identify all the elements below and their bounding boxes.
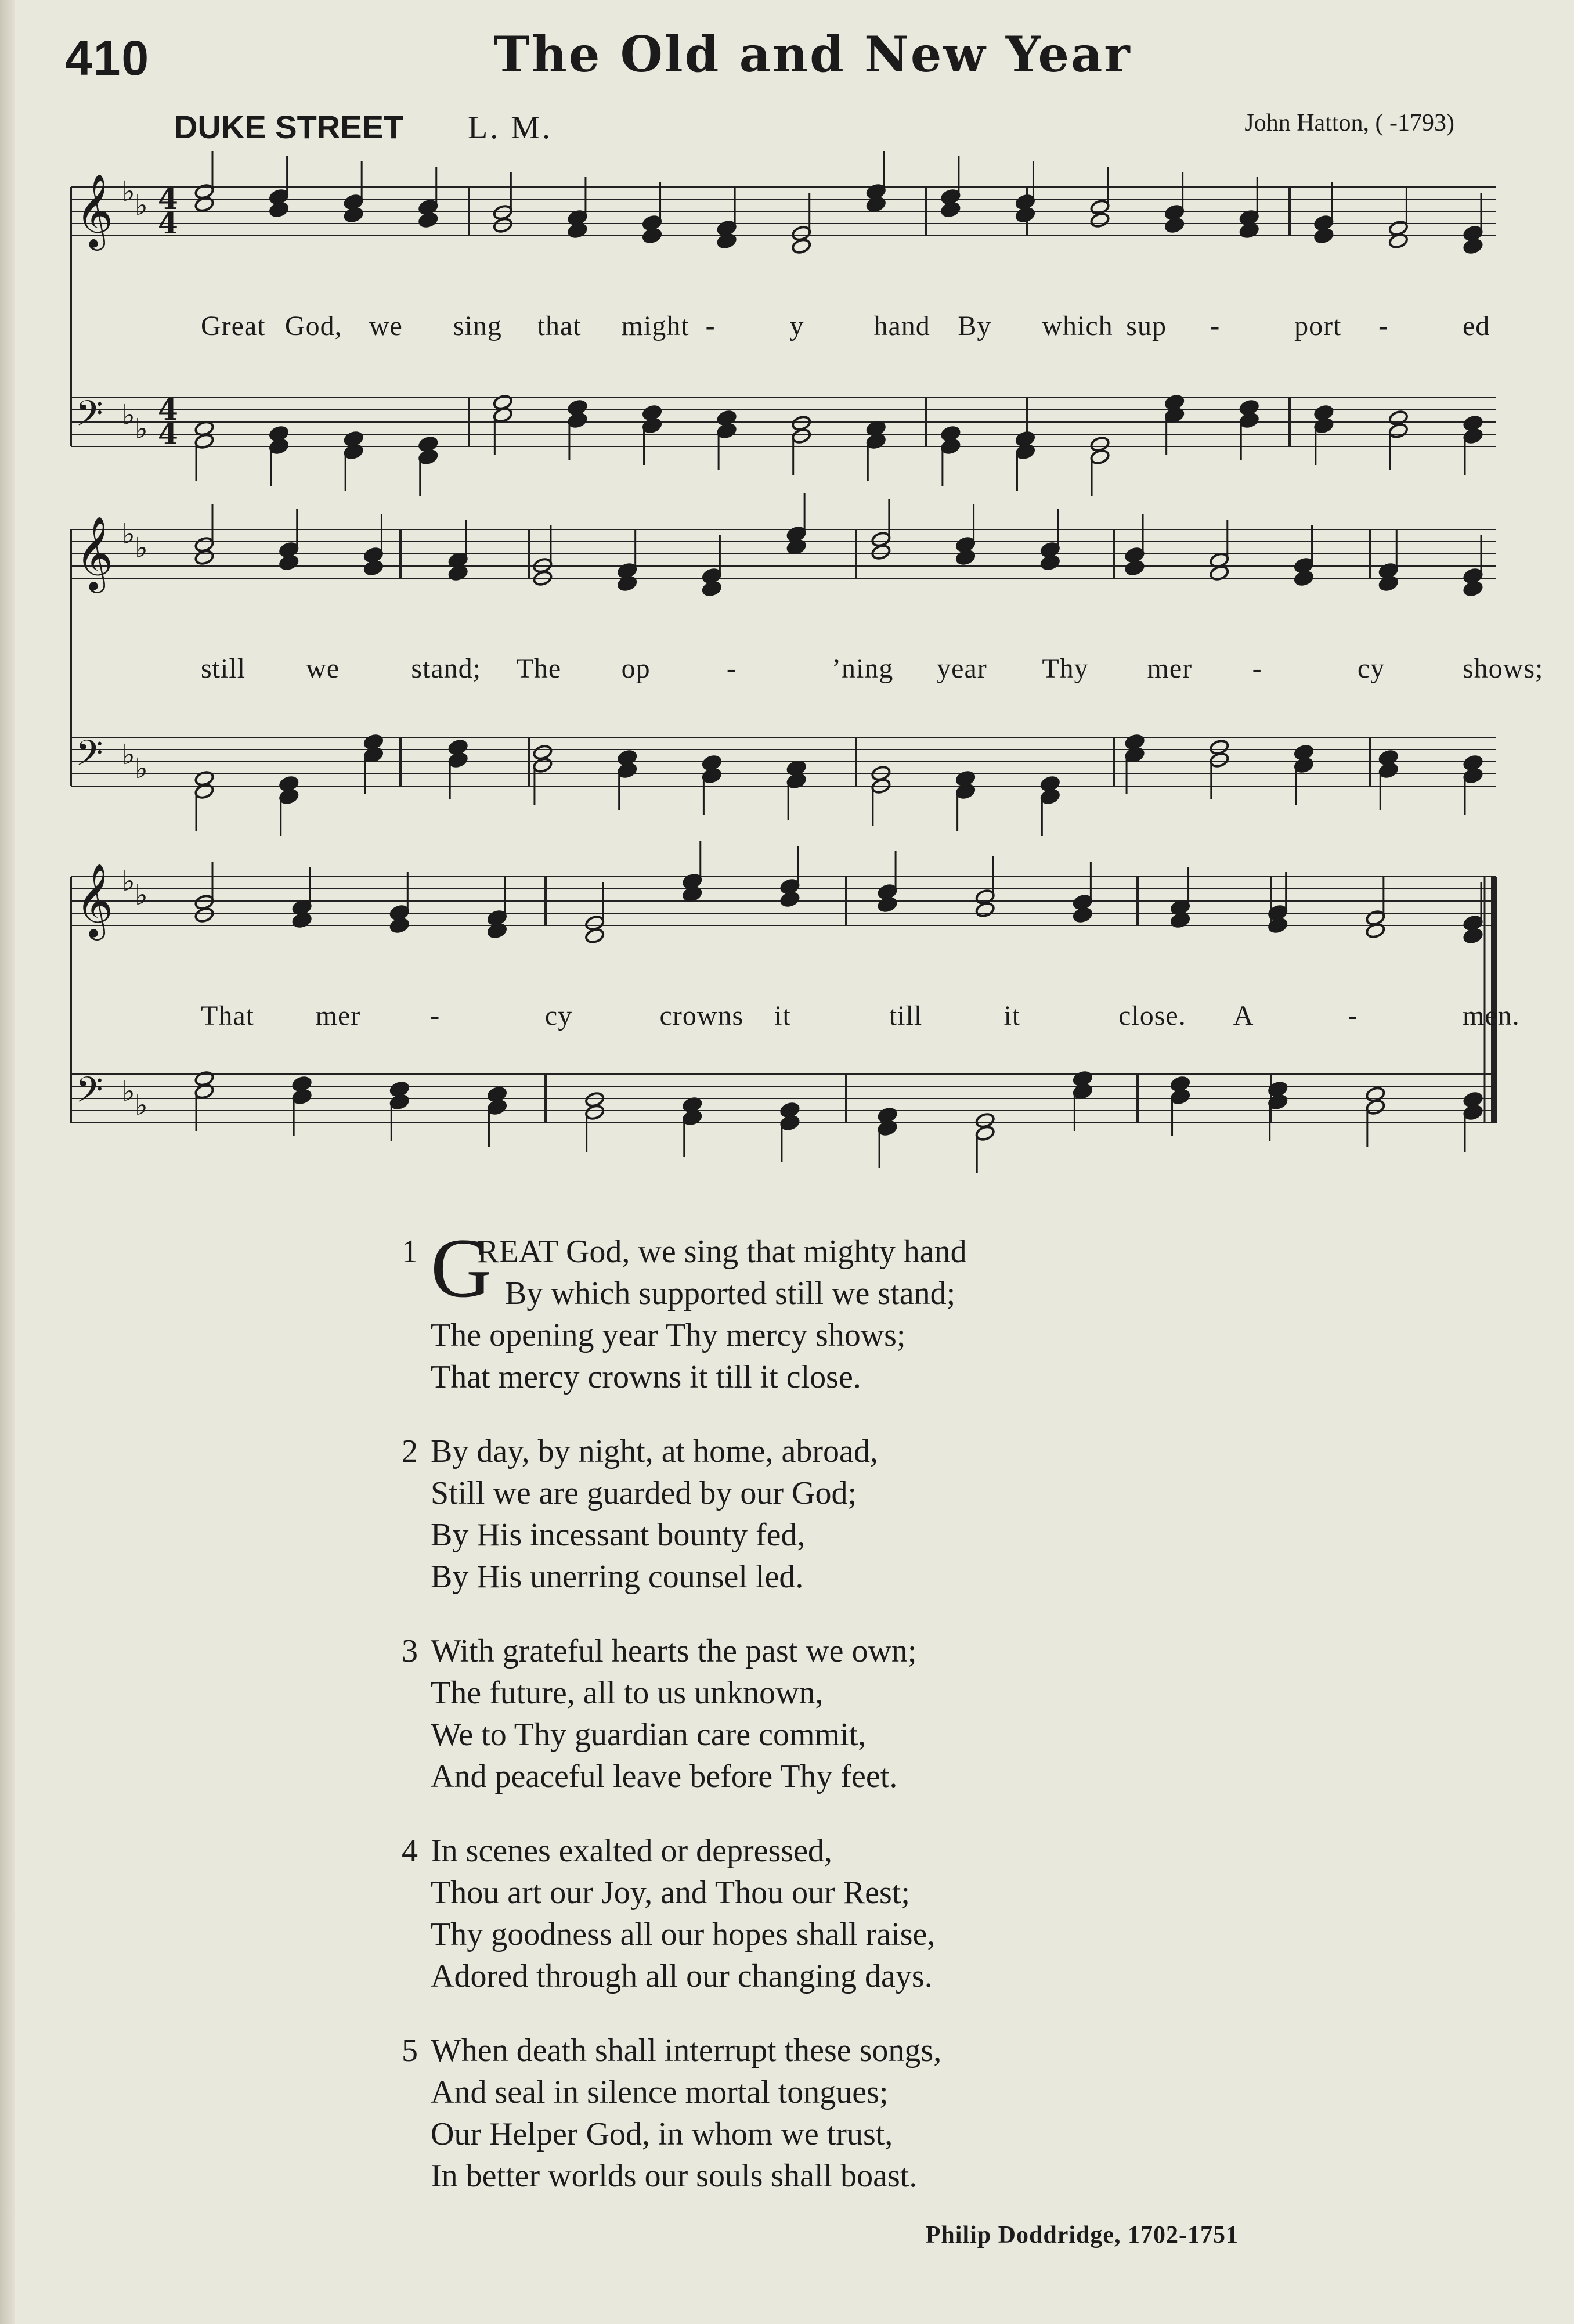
note-head xyxy=(1365,1098,1385,1115)
note-head xyxy=(617,762,637,779)
note-head xyxy=(1313,227,1334,244)
note-head xyxy=(779,1114,800,1131)
verse-line: And peaceful leave before Thy feet. xyxy=(431,1759,898,1795)
lyric-syllable: mer xyxy=(1147,653,1193,684)
note-head xyxy=(866,433,886,449)
bass-clef-icon: 𝄢 xyxy=(75,733,103,783)
note-head xyxy=(487,1098,507,1115)
verse-line: Our Helper God, in whom we trust, xyxy=(431,2116,893,2152)
note-head xyxy=(1388,232,1409,249)
note-head xyxy=(584,1104,605,1120)
lyric-syllable: which xyxy=(1042,311,1113,341)
lyric-syllable: it xyxy=(774,1000,791,1031)
lyric-syllable: A xyxy=(1233,1000,1254,1031)
note-head xyxy=(194,783,214,799)
note-head xyxy=(866,196,886,212)
note-head xyxy=(1040,554,1060,571)
verse-number: 3 xyxy=(402,1633,418,1669)
note-head xyxy=(1164,217,1185,233)
verse-1 xyxy=(395,1221,1265,1398)
time-signature: 4 xyxy=(158,206,178,240)
note-head xyxy=(292,1088,312,1105)
flat-icon: ♭ xyxy=(122,518,135,550)
note-head xyxy=(642,417,662,434)
lyric-syllable: - xyxy=(1210,311,1221,341)
note-head xyxy=(567,222,587,239)
note-head xyxy=(1463,767,1483,784)
lyric-syllable: till xyxy=(889,1000,923,1031)
section-title: The Old and New Year xyxy=(493,26,1132,83)
note-head xyxy=(1125,746,1145,763)
page-number: 410 xyxy=(65,31,150,85)
lyric-syllable: mer xyxy=(315,1000,361,1031)
note-head xyxy=(1463,580,1483,597)
verse-number: 5 xyxy=(402,2033,418,2069)
treble-clef-icon: 𝄞 xyxy=(75,516,114,590)
hymn-author: Philip Doddridge, 1702-1751 xyxy=(925,2222,1239,2249)
verse-line: Still we are guarded by our God; xyxy=(431,1475,857,1511)
verse-line: Adored through all our changing days. xyxy=(431,1958,933,1994)
verse-line: And seal in silence mortal tongues; xyxy=(431,2074,889,2110)
note-head xyxy=(617,575,637,592)
note-head xyxy=(584,927,605,944)
lyric-syllable: - xyxy=(1348,1000,1358,1031)
verse-4 xyxy=(395,1830,1265,1997)
note-head xyxy=(878,1119,898,1136)
note-head xyxy=(1090,448,1110,465)
lyric-syllable: we xyxy=(306,653,340,684)
verse-2 xyxy=(395,1431,1265,1598)
verse-number: 1 xyxy=(402,1234,418,1270)
note-head xyxy=(567,412,587,428)
note-head xyxy=(955,549,976,565)
verse-line: With grateful hearts the past we own; xyxy=(431,1633,917,1669)
note-head xyxy=(702,767,722,784)
lyric-syllable: stand; xyxy=(411,653,481,684)
note-head xyxy=(1378,575,1399,592)
tune-name: DUKE STREET xyxy=(174,109,404,145)
note-head xyxy=(1170,911,1190,928)
flat-icon: ♭ xyxy=(135,532,148,564)
lyric-syllable: The xyxy=(516,653,562,684)
lyric-syllable: God, xyxy=(284,311,342,341)
note-head xyxy=(448,564,468,581)
note-head xyxy=(786,772,807,789)
note-head xyxy=(344,206,364,223)
lyric-syllable: sing xyxy=(453,311,502,341)
lyric-syllable: y xyxy=(789,311,804,341)
flat-icon: ♭ xyxy=(135,189,148,222)
verse-line: The future, all to us unknown, xyxy=(431,1675,824,1711)
note-head xyxy=(487,922,507,939)
note-head xyxy=(1365,922,1385,939)
verse-line: By day, by night, at home, abroad, xyxy=(431,1433,878,1469)
note-head xyxy=(493,217,513,233)
lyric-syllable: hand xyxy=(873,311,930,341)
note-head xyxy=(1463,427,1483,444)
note-head xyxy=(1239,222,1259,239)
note-head xyxy=(786,538,807,555)
note-head xyxy=(1294,570,1314,586)
lyric-syllable: sup xyxy=(1126,311,1167,341)
note-head xyxy=(1073,906,1093,923)
composer-credit: John Hatton, ( -1793) xyxy=(1244,110,1454,136)
verse-line: By which supported still we stand; xyxy=(505,1276,956,1311)
verse-line: The opening year Thy mercy shows; xyxy=(431,1317,906,1353)
note-head xyxy=(1209,751,1229,768)
note-head xyxy=(1378,762,1399,779)
note-head xyxy=(493,406,513,423)
note-head xyxy=(1073,1083,1093,1100)
note-head xyxy=(878,896,898,913)
verse-line: By His incessant bounty fed, xyxy=(431,1517,806,1553)
lyric-syllable: By xyxy=(958,311,992,341)
lyric-syllable: men. xyxy=(1463,1000,1520,1031)
lyric-syllable: that xyxy=(537,311,582,341)
note-head xyxy=(279,788,299,805)
note-head xyxy=(1015,206,1035,223)
note-head xyxy=(975,1125,995,1141)
note-head xyxy=(871,543,891,560)
lyric-syllable: - xyxy=(726,653,737,684)
note-head xyxy=(1313,417,1334,434)
flat-icon: ♭ xyxy=(135,879,148,911)
note-head xyxy=(717,232,737,249)
note-head xyxy=(1463,1104,1483,1120)
tune-meter: L. M. xyxy=(468,110,553,146)
flat-icon: ♭ xyxy=(135,1089,148,1122)
drop-cap: G xyxy=(431,1221,492,1315)
note-head xyxy=(418,211,438,228)
note-head xyxy=(1015,443,1035,460)
note-head xyxy=(279,554,299,571)
note-head xyxy=(682,1109,702,1126)
lyric-syllable: ’ning xyxy=(832,653,894,684)
note-head xyxy=(292,911,312,928)
verse-line: When death shall interrupt these songs, xyxy=(431,2033,942,2069)
flat-icon: ♭ xyxy=(122,399,135,431)
note-head xyxy=(194,196,214,212)
lyric-syllable: might xyxy=(621,311,689,341)
flat-icon: ♭ xyxy=(135,413,148,445)
time-signature: 4 xyxy=(158,417,178,451)
note-head xyxy=(363,746,384,763)
note-head xyxy=(642,227,662,244)
lyric-syllable: we xyxy=(369,311,403,341)
note-head xyxy=(1170,1088,1190,1105)
lyric-syllable: year xyxy=(937,653,987,684)
flat-icon: ♭ xyxy=(135,752,148,785)
note-head xyxy=(194,549,214,565)
note-head xyxy=(940,201,961,218)
note-head xyxy=(532,756,553,773)
time-signature: 4 xyxy=(158,182,178,216)
note-head xyxy=(363,559,384,576)
verse-line: Thou art our Joy, and Thou our Rest; xyxy=(431,1875,910,1911)
time-signature: 4 xyxy=(158,392,178,427)
verse-line: By His unerring counsel led. xyxy=(431,1559,804,1595)
note-head xyxy=(1090,211,1110,228)
lyric-syllable: it xyxy=(1003,1000,1021,1031)
note-head xyxy=(1164,406,1185,423)
note-head xyxy=(194,433,214,449)
lyric-syllable: - xyxy=(430,1000,441,1031)
bass-clef-icon: 𝄢 xyxy=(75,1069,103,1119)
lyric-syllable: That xyxy=(201,1000,254,1031)
verse-line: In scenes exalted or depressed, xyxy=(431,1833,832,1869)
verse-line: That mercy crowns it till it close. xyxy=(431,1359,861,1395)
lyric-syllable: still xyxy=(201,653,246,684)
note-head xyxy=(1294,756,1314,773)
lyric-syllable: Thy xyxy=(1042,653,1089,684)
verse-3 xyxy=(395,1630,1265,1797)
flat-icon: ♭ xyxy=(122,175,135,208)
note-head xyxy=(418,448,438,465)
note-head xyxy=(791,237,811,254)
lyric-syllable: shows; xyxy=(1463,653,1544,684)
lyric-syllable: port xyxy=(1294,311,1342,341)
flat-icon: ♭ xyxy=(122,738,135,771)
lyric-syllable: - xyxy=(1378,311,1389,341)
lyric-syllable: close. xyxy=(1118,1000,1186,1031)
note-head xyxy=(717,422,737,439)
flat-icon: ♭ xyxy=(122,865,135,898)
lyric-syllable: Great xyxy=(201,311,266,341)
lyric-syllable: crowns xyxy=(659,1000,744,1031)
note-head xyxy=(1463,927,1483,944)
lyric-syllable: cy xyxy=(1357,653,1385,684)
verse-number: 4 xyxy=(402,1833,418,1869)
hymn-verses xyxy=(395,1221,1265,2229)
note-head xyxy=(1040,788,1060,805)
note-head xyxy=(955,783,976,799)
note-head xyxy=(269,201,289,218)
verse-line: Thy goodness all our hopes shall raise, xyxy=(431,1916,936,1952)
flat-icon: ♭ xyxy=(122,1075,135,1108)
note-head xyxy=(1239,412,1259,428)
verse-number: 2 xyxy=(402,1433,418,1469)
note-head xyxy=(702,580,722,597)
note-head xyxy=(269,438,289,455)
lyric-syllable: - xyxy=(705,311,716,341)
treble-clef-icon: 𝄞 xyxy=(75,863,114,937)
note-head xyxy=(1125,559,1145,576)
verse-5 xyxy=(395,2030,1265,2197)
note-head xyxy=(940,438,961,455)
bass-clef-icon: 𝄢 xyxy=(75,393,103,443)
note-head xyxy=(448,751,468,768)
note-head xyxy=(389,917,410,934)
note-head xyxy=(389,1093,410,1110)
lyric-syllable: op xyxy=(621,653,651,684)
note-head xyxy=(1388,422,1409,439)
note-head xyxy=(779,891,800,907)
note-head xyxy=(1209,564,1229,581)
lyric-syllable: - xyxy=(1252,653,1262,684)
note-head xyxy=(975,901,995,918)
lyric-syllable: cy xyxy=(544,1000,573,1031)
note-head xyxy=(1463,237,1483,254)
verse-line: We to Thy guardian care commit, xyxy=(431,1717,867,1753)
note-head xyxy=(194,1083,214,1100)
treble-clef-icon: 𝄞 xyxy=(75,173,114,247)
lyric-syllable: ed xyxy=(1463,311,1490,341)
note-head xyxy=(682,885,702,902)
verse-line: In better worlds our souls shall boast. xyxy=(431,2158,918,2194)
note-head xyxy=(791,427,811,444)
note-head xyxy=(194,906,214,923)
verse-line: REAT God, we sing that mighty hand xyxy=(477,1234,967,1270)
note-head xyxy=(344,443,364,460)
